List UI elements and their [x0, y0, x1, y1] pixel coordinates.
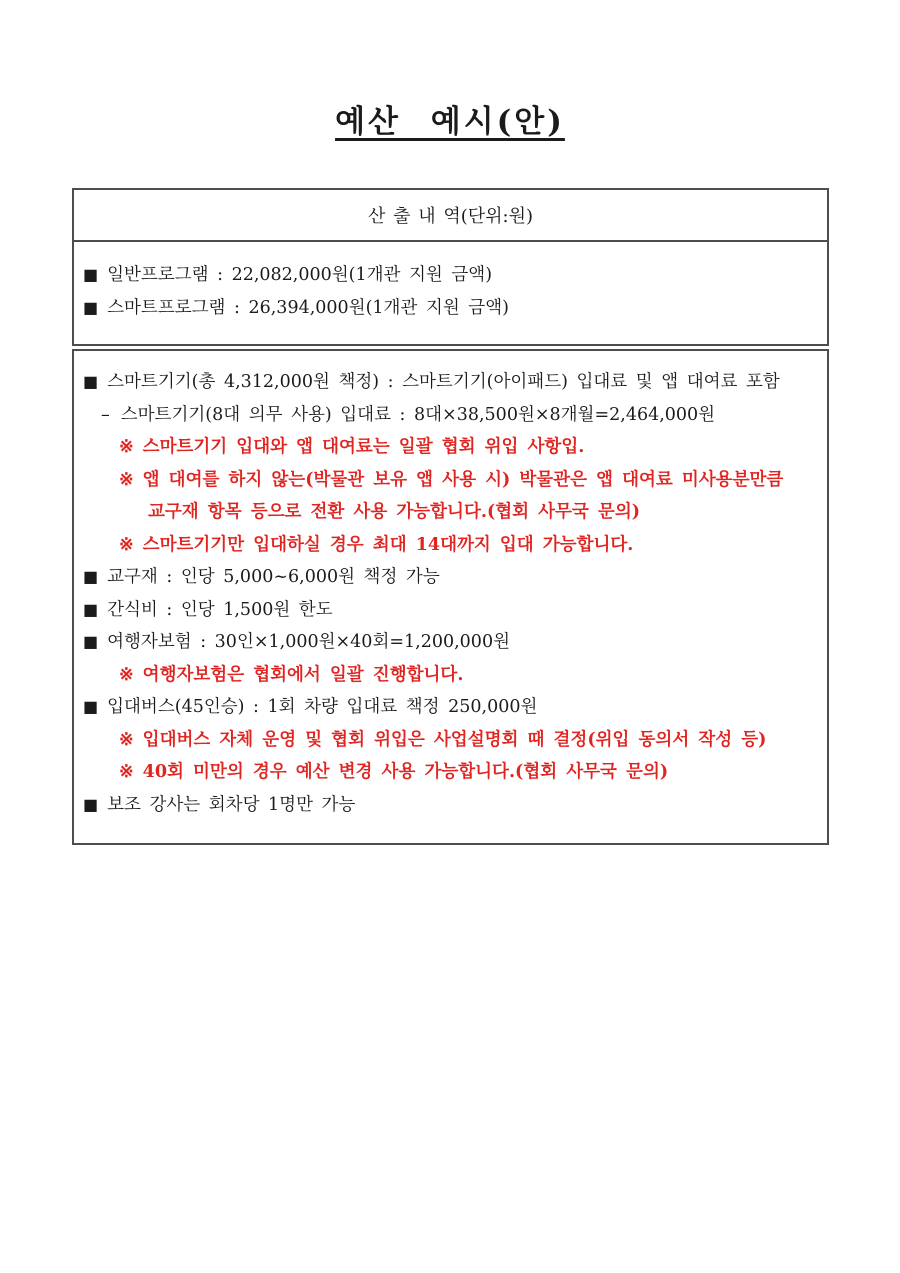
row-text: 여행자보험은 협회에서 일괄 진행합니다. — [142, 664, 464, 685]
table-header — [74, 190, 827, 242]
budget-detail-table — [72, 349, 829, 845]
row-text: 스마트기기(8대 의무 사용) 입대료 : 8대×38,500원×8개월=2,464,000원 — [120, 404, 716, 425]
annotation-row — [74, 431, 827, 464]
budget-summary-table — [72, 188, 829, 346]
row-text: 스마트기기만 입대하실 경우 최대 14대까지 입대 가능합니다. — [142, 534, 634, 555]
row-text: 입대버스 자체 운영 및 협회 위입은 사업설명회 때 결정(위입 동의서 작성 등) — [142, 729, 767, 750]
table-subrow — [74, 399, 827, 432]
row-text: 보조 강사는 회차당 1명만 가능 — [107, 794, 356, 815]
table-row — [74, 366, 827, 399]
reference-mark-icon: ※ — [119, 437, 134, 457]
reference-mark-icon: ※ — [119, 469, 134, 490]
row-text: 교구재 항목 등으로 전환 사용 가능합니다.(협회 사무국 문의) — [148, 502, 641, 522]
square-bullet-icon: ■ — [83, 567, 99, 586]
table-row — [74, 789, 827, 822]
row-text: 스마트프로그램 : 26,394,000원(1개관 지원 금액) — [107, 297, 509, 318]
square-bullet-icon: ■ — [83, 265, 99, 284]
reference-mark-icon: ※ — [119, 729, 134, 750]
reference-mark-icon: ※ — [119, 762, 134, 782]
row-text: 일반프로그램 : 22,082,000원(1개관 지원 금액) — [107, 265, 493, 285]
summary-section — [74, 242, 827, 324]
page-title: 예산 예시(안) — [335, 104, 565, 140]
annotation-row — [74, 464, 827, 497]
table-row — [74, 292, 827, 325]
row-text: 스마트기기 입대와 앱 대여료는 일괄 협회 위입 사항입. — [142, 437, 585, 457]
reference-mark-icon: ※ — [119, 534, 134, 555]
square-bullet-icon: ■ — [83, 372, 99, 391]
square-bullet-icon: ■ — [83, 697, 99, 716]
table-row — [74, 691, 827, 724]
row-text: 40회 미만의 경우 예산 변경 사용 가능합니다.(협회 사무국 문의) — [142, 762, 669, 782]
row-text: 입대버스(45인승) : 1회 차량 입대료 책정 250,000원 — [107, 697, 538, 717]
annotation-row — [74, 659, 827, 692]
table-row — [74, 561, 827, 594]
table-row — [74, 626, 827, 659]
row-text: 교구재 : 인당 5,000~6,000원 책정 가능 — [107, 567, 440, 587]
row-text: 앱 대여를 하지 않는(박물관 보유 앱 사용 시) 박물관은 앱 대여료 미사용분만큼 — [142, 469, 784, 490]
table-row — [74, 594, 827, 627]
reference-mark-icon: ※ — [119, 664, 134, 685]
annotation-continuation-row — [74, 496, 827, 529]
row-text: 스마트기기(총 4,312,000원 책정) : 스마트기기(아이패드) 입대료 및 앱 대여료 포함 — [107, 372, 780, 392]
row-text: 여행자보험 : 30인×1,000원×40회=1,200,000원 — [107, 632, 510, 652]
square-bullet-icon: ■ — [83, 632, 99, 651]
table-row — [74, 259, 827, 292]
dash-bullet-icon: – — [101, 404, 110, 425]
row-text: 간식비 : 인당 1,500원 한도 — [107, 599, 333, 620]
square-bullet-icon: ■ — [83, 794, 99, 814]
table-header-label: 산 출 내 역(단위:원) — [368, 206, 533, 227]
annotation-row — [74, 529, 827, 562]
annotation-row — [74, 724, 827, 757]
square-bullet-icon: ■ — [83, 297, 99, 317]
square-bullet-icon: ■ — [83, 599, 99, 619]
annotation-row — [74, 756, 827, 789]
